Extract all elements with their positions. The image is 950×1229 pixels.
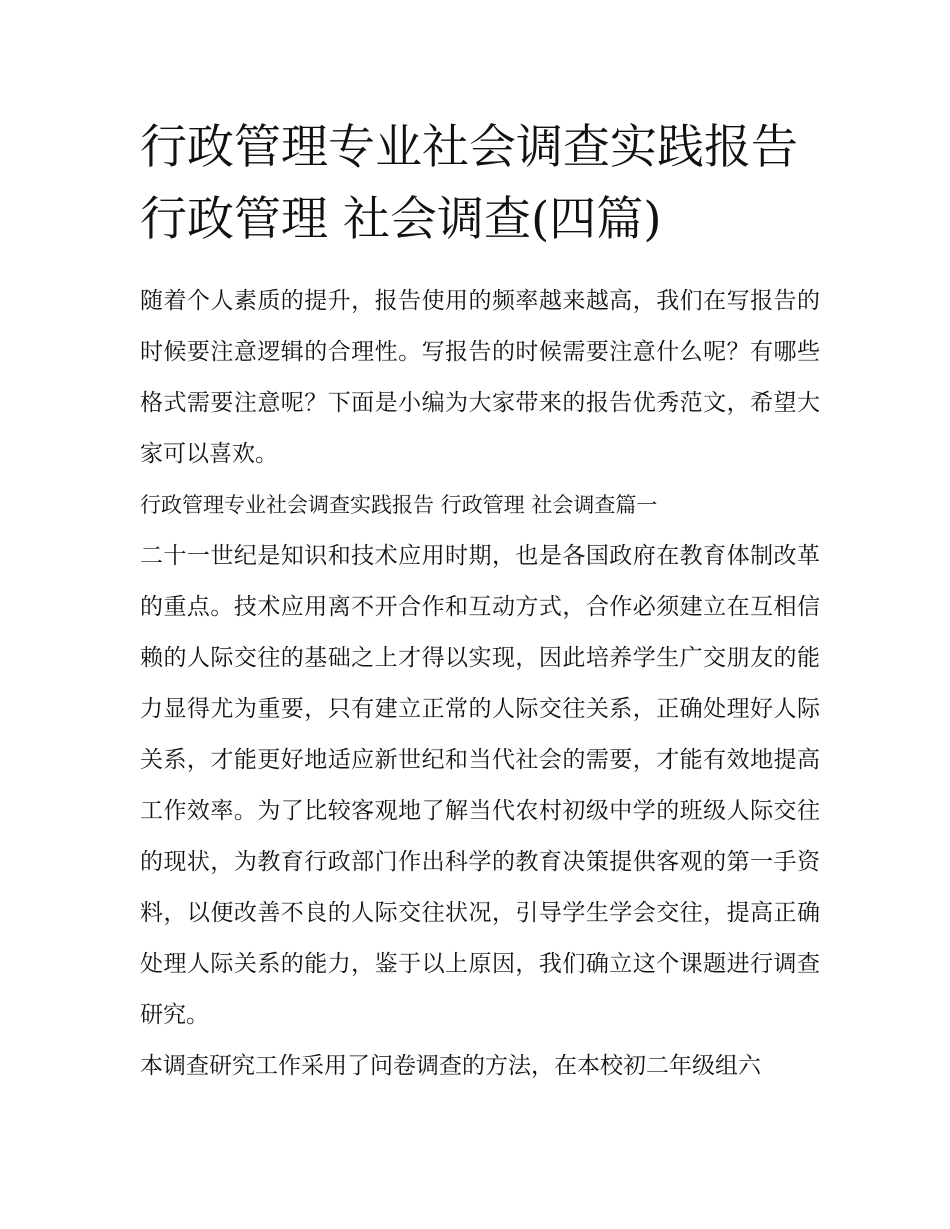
intro-paragraph: 随着个人素质的提升，报告使用的频率越来越高，我们在写报告的时候要注意逻辑的合理性。写报告的时候需要注意什么呢？有哪些格式需要注意呢？下面是小编为大家带来的报告优秀范文，希望大家可以喜欢。 <box>140 288 820 467</box>
body-paragraph-2: 本调查研究工作采用了问卷调查的方法，在本校初二年级组六 <box>140 1053 761 1079</box>
document-body <box>140 276 820 1092</box>
document-title: 行政管理专业社会调查实践报告 行政管理 社会调查(四篇) <box>140 120 798 247</box>
section-heading: 行政管理专业社会调查实践报告 行政管理 社会调查篇一 <box>140 493 658 517</box>
body-paragraph-1: 二十一世纪是知识和技术应用时期，也是各国政府在教育体制改革的重点。技术应用离不开合作和互动方式，合作必须建立在互相信赖的人际交往的基础之上才得以实现，因此培养学生广交朋友的能力显得尤为重要，只有建立正常的人际交往关系，正确处理好人际关系，才能更好地适应新世纪和当代社会的需要，才能有效地提高工作效率。为了比较客观地了解当代农村初级中学的班级人际交往的现状，为教育行政部门作出科学的教育决策提供客观的第一手资料，以便改善不良的人际交往状况，引导学生学会交往，提高正确处理人际关系的能力，鉴于以上原因，我们确立这个课题进行调查研究。 <box>140 543 820 1028</box>
